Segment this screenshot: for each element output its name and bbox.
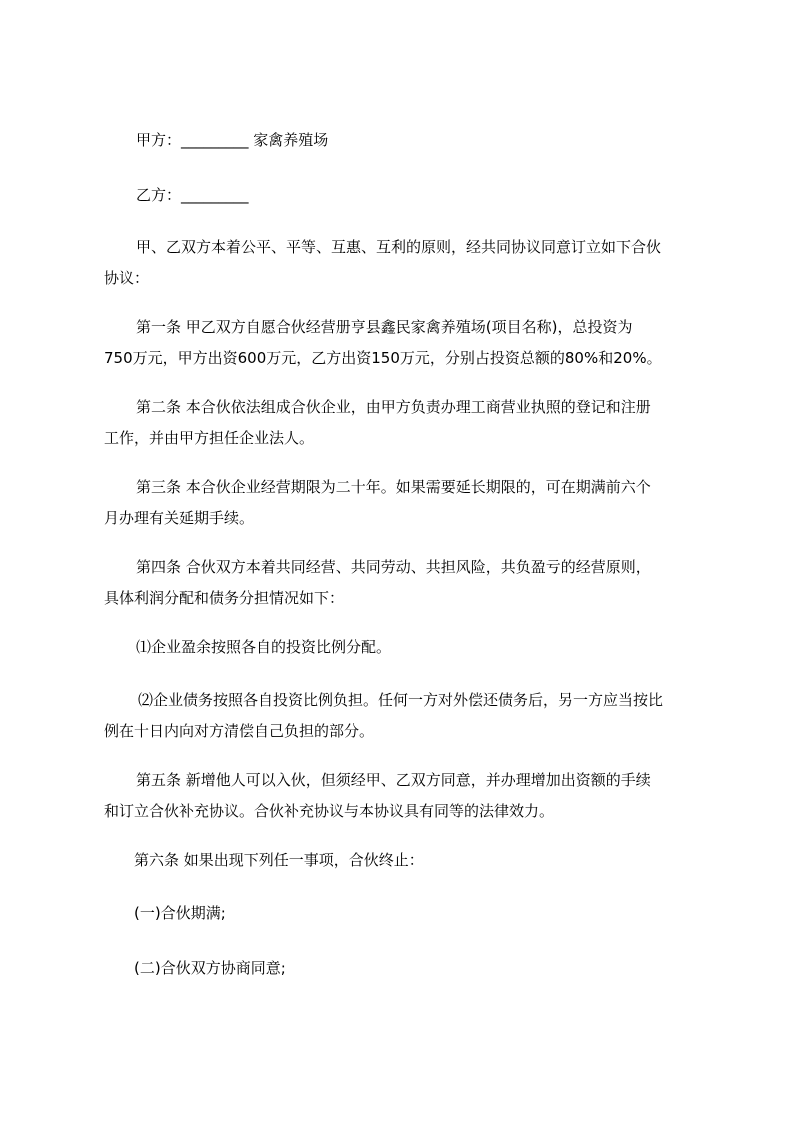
item-2-paragraph [104,685,704,747]
party-b-label: 乙方：_________ [136,186,249,204]
article-4-line-2: 具体利润分配和债务分担情况如下： [104,589,345,607]
party-b-paragraph [104,180,704,211]
article-1-paragraph [104,312,704,374]
article-4-line-1: 第四条 合伙双方本着共同经营、共同劳动、共担风险，共负盈亏的经营原则， [136,558,651,576]
term-1-paragraph [104,898,704,929]
party-a-name: 家禽养殖场 [248,131,329,149]
preamble-line-1: 甲、乙双方本着公平、平等、互惠、互利的原则，经共同协议同意订立如下合伙 [136,238,662,256]
party-a-label: 甲方：_________ [136,131,249,149]
article-6-line-1: 第六条 如果出现下列任一事项，合伙终止： [134,851,424,869]
article-2-paragraph [104,392,704,454]
article-3-paragraph [104,472,704,534]
article-1-line-1: 第一条 甲乙双方自愿合伙经营册亨县鑫民家禽养殖场(项目名称)，总投资为 [136,318,633,336]
party-a-paragraph [104,125,704,156]
article-2-line-2: 工作，并由甲方担任企业法人。 [104,429,315,447]
item-1-line-1: ⑴企业盈余按照各自的投资比例分配。 [136,638,392,656]
article-2-line-1: 第二条 本合伙依法组成合伙企业，由甲方负责办理工商营业执照的登记和注册 [136,398,651,416]
article-5-line-1: 第五条 新增他人可以入伙，但须经甲、乙双方同意，并办理增加出资额的手续 [136,771,651,789]
item-1-paragraph [104,632,704,663]
article-5-paragraph [104,765,704,827]
article-1-line-2: 750万元，甲方出资600万元，乙方出资150万元，分别占投资总额的80%和20%。 [104,349,662,367]
term-2-paragraph [104,953,704,984]
term-2-line-1: (二)合伙双方协商同意; [134,959,286,977]
article-3-line-2: 月办理有关延期手续。 [104,509,255,527]
article-3-line-1: 第三条 本合伙企业经营期限为二十年。如果需要延长期限的，可在期满前六个 [136,478,651,496]
item-2-line-2: 例在十日内向对方清偿自己负担的部分。 [104,722,375,740]
article-5-line-2: 和订立合伙补充协议。合伙补充协议与本协议具有同等的法律效力。 [104,802,555,820]
item-2-line-1: ⑵企业债务按照各自投资比例负担。任何一方对外偿还债务后，另一方应当按比 [138,691,664,709]
article-4-paragraph [104,552,704,614]
article-6-paragraph [104,845,704,876]
preamble-paragraph [104,232,704,294]
term-1-line-1: (一)合伙期满; [134,904,226,922]
preamble-line-2: 协议： [104,269,150,287]
